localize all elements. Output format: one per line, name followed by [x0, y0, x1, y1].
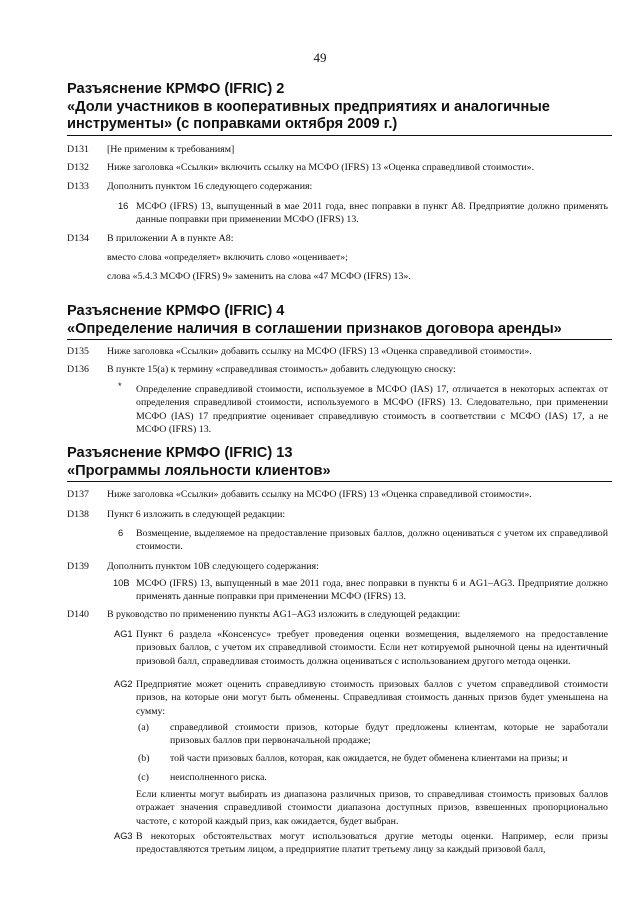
paragraph-number: 6 [118, 528, 124, 538]
section-heading-ifric-13 [67, 445, 612, 482]
section-heading-ifric-4 [67, 303, 612, 340]
paragraph-number: AG1 [114, 629, 133, 639]
section-title: Разъяснение КРМФО (IFRIC) 2 [67, 81, 285, 97]
list-item-text: справедливой стоимости призов, которые будут предложены клиентам, которые не заработали призовых баллов при первоначальной продаже; [170, 722, 608, 747]
item-code: D133 [67, 181, 89, 192]
list-marker: (b) [138, 753, 150, 764]
paragraph-text: В некоторых обстоятельствах могут использоваться другие методы оценки. Например, если призы предоставляются третьим лицом, а предприятие платит третьему лицу за каждый призовой балл, [136, 831, 608, 856]
section-subtitle-line: «Доли участников в кооперативных предприятиях и аналогичные [67, 98, 550, 115]
item-text: слова «5.4.3 МСФО (IFRS) 9» заменить на слова «47 МСФО (IFRS) 13». [107, 271, 411, 282]
item-code: D139 [67, 561, 89, 572]
paragraph-text: Возмещение, выделяемое на предоставление призовых баллов, должно оцениваться с учетом их справедливой стоимости. [136, 528, 608, 553]
footnote-marker: * [118, 381, 122, 391]
section-subtitle-line: «Программы лояльности клиентов» [67, 463, 612, 483]
section-title: Разъяснение КРМФО (IFRIC) 13 [67, 445, 293, 461]
item-text: Ниже заголовка «Ссылки» добавить ссылку на МСФО (IFRS) 13 «Оценка справедливой стоимости». [107, 346, 532, 357]
paragraph-text: Предприятие может оценить справедливую стоимость призовых баллов с учетом справедливой стоимости призов, на которые они могут быть обменены. Справедливая стоимость данных призов будет уменьшена на сумму: [136, 679, 608, 717]
paragraph-text: МСФО (IFRS) 13, выпущенный в мае 2011 года, внес поправки в пункт А8. Предприятие должно применять данные поправки при применении МСФО (IFRS) 13. [136, 201, 608, 226]
item-text: вместо слова «определяет» включить слово «оценивает»; [107, 252, 348, 263]
paragraph-number: 10В [113, 578, 130, 588]
item-code: D131 [67, 144, 89, 155]
paragraph-text: МСФО (IFRS) 13, выпущенный в мае 2011 года, внес поправки в пункты 6 и AG1–AG3. Предприятие должно применять данные поправки при применении МСФО (IFRS) 13. [136, 578, 608, 603]
item-code: D136 [67, 364, 89, 375]
item-code: D134 [67, 233, 89, 244]
item-code: D135 [67, 346, 89, 357]
item-text: Дополнить пунктом 10В следующего содержания: [107, 561, 319, 572]
item-text: [Не применим к требованиям] [107, 144, 235, 155]
item-text: Пункт 6 изложить в следующей редакции: [107, 509, 286, 520]
item-code: D138 [67, 509, 89, 520]
section-subtitle-line: инструменты» (с поправками октября 2009 г.) [67, 116, 612, 136]
paragraph-text: Пункт 6 раздела «Консенсус» требует проведения оценки возмещения, выделяемого на предоставление призовых баллов, с учетом их справедливой стоимости. Если нет котируемой рыночной цены на идентичный призовой балл, справедливая стоимость должна оцениваться с использованием другого метода оценки. [136, 629, 608, 667]
section-heading-ifric-2 [67, 81, 612, 136]
item-text: Ниже заголовка «Ссылки» включить ссылку на МСФО (IFRS) 13 «Оценка справедливой стоимости». [107, 162, 535, 173]
item-text: Дополнить пунктом 16 следующего содержания: [107, 181, 313, 192]
item-text: В приложении А в пункте А8: [107, 233, 234, 244]
paragraph-number: AG3 [114, 831, 133, 841]
item-text: Ниже заголовка «Ссылки» добавить ссылку на МСФО (IFRS) 13 «Оценка справедливой стоимости». [107, 489, 532, 500]
list-item-text: неисполненного риска. [170, 772, 267, 783]
item-text: В пункте 15(а) к термину «справедливая стоимость» добавить следующую сноску: [107, 364, 456, 375]
item-code: D140 [67, 609, 89, 620]
section-title: Разъяснение КРМФО (IFRIC) 4 [67, 303, 285, 319]
paragraph-number: AG2 [114, 679, 133, 689]
list-item-text: той части призовых баллов, которая, как ожидается, не будет обменена клиентами на призы; и [170, 753, 568, 764]
footnote-text: Определение справедливой стоимости, используемое в МСФО (IAS) 17, отличается в некоторых аспектах от определения справедливой стоимости, используемого в МСФО (IFRS) 13. Следовательно, при применении МСФО (IAS) 17 предприятие оценивает справедливую стоимость в соответствии с МСФО (IAS) 17, а не МСФО (IFRS) 13. [136, 384, 608, 436]
paragraph-text: Если клиенты могут выбирать из диапазона различных призов, то справедливая стоимость призовых баллов отражает значения справедливой стоимости диапазона доступных призов, взвешенных пропорционально частоте, с которой каждый приз, как ожидается, будет выбран. [136, 789, 608, 827]
list-marker: (c) [138, 772, 149, 783]
item-code: D132 [67, 162, 89, 173]
item-code: D137 [67, 489, 89, 500]
list-marker: (a) [138, 722, 149, 733]
page-number: 49 [313, 50, 327, 65]
section-subtitle-line: «Определение наличия в соглашении признаков договора аренды» [67, 321, 612, 341]
item-text: В руководство по применению пункты AG1–AG3 изложить в следующей редакции: [107, 609, 461, 620]
paragraph-number: 16 [118, 201, 129, 211]
